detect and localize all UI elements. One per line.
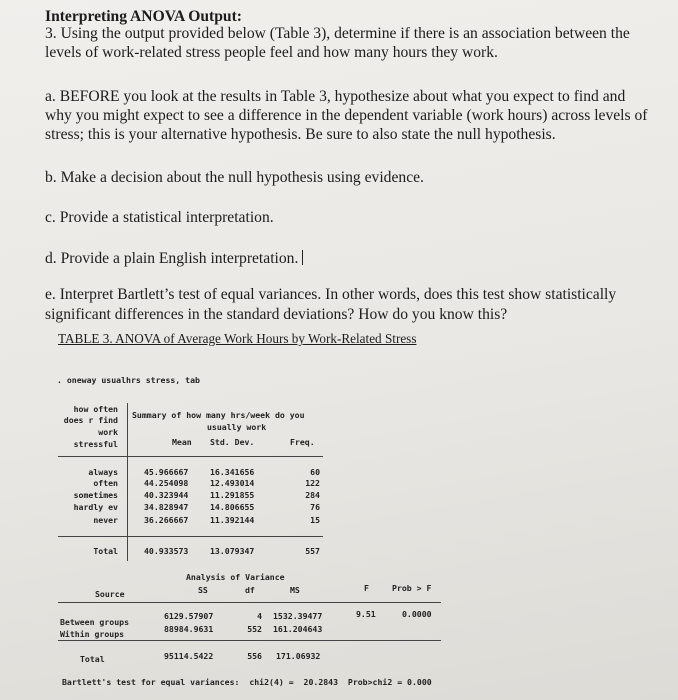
within-ss: 88984.9631	[164, 624, 214, 634]
row-mean: 44.254098	[144, 478, 189, 488]
row-sd: 14.806655	[210, 502, 255, 512]
total-mean: 40.933573	[144, 546, 189, 556]
row-freq: 284	[305, 490, 320, 500]
stata-command: . oneway usualhrs stress, tab	[57, 375, 200, 385]
row-mean: 45.966667	[144, 467, 189, 477]
total-label: Total	[93, 546, 118, 556]
question-a-line-1: a. BEFORE you look at the results in Table 3, hypothesize about what you expect to find and	[45, 88, 626, 105]
text-cursor	[302, 250, 303, 265]
rowvar-label-1: how often	[73, 404, 118, 414]
row-sd: 16.341656	[210, 467, 255, 477]
anova-total-ms: 171.06932	[276, 651, 321, 661]
between-label: Between groups	[60, 617, 130, 627]
anova-total-df: 556	[247, 651, 262, 661]
rowvar-label-4: stressful	[73, 439, 118, 449]
anova-header-source: Source	[95, 589, 125, 599]
question-b: b. Make a decision about the null hypothesis using evidence.	[45, 169, 424, 186]
within-df: 552	[247, 624, 262, 634]
question-3-line-1: 3. Using the output provided below (Table 3), determine if there is an association between the	[45, 25, 630, 42]
row-freq: 76	[310, 502, 320, 512]
row-mean: 34.828947	[144, 502, 189, 512]
row-sd: 11.392144	[210, 515, 255, 525]
row-freq: 60	[310, 467, 320, 477]
row-label: sometimes	[73, 490, 118, 500]
table-header-rule	[58, 456, 323, 457]
row-label: always	[88, 467, 118, 477]
row-mean: 36.266667	[144, 515, 189, 525]
question-a-line-3: stress; this is your alternative hypothesis. Be sure to also state the null hypothesis.	[45, 126, 556, 143]
section-heading: Interpreting ANOVA Output:	[45, 8, 242, 25]
table-vertical-rule	[127, 403, 128, 561]
row-sd: 12.493014	[210, 478, 255, 488]
anova-title: Analysis of Variance	[186, 572, 285, 582]
row-label: never	[93, 515, 118, 525]
anova-header-ms: MS	[290, 585, 300, 595]
rowvar-label-3: work	[98, 427, 118, 437]
row-freq: 15	[310, 515, 320, 525]
anova-total-rule	[58, 640, 441, 641]
table-total-rule	[58, 536, 323, 537]
row-sd: 11.291855	[210, 490, 255, 500]
question-3-line-2: levels of work-related stress people feel and how many hours they work.	[45, 44, 498, 61]
between-ms: 1532.39477	[273, 611, 323, 621]
within-ms: 161.204643	[273, 624, 323, 634]
between-f: 9.51	[356, 609, 376, 619]
anova-total-label: Total	[80, 654, 105, 664]
summary-label-2: usually work	[207, 422, 267, 432]
anova-header-prob: Prob > F	[392, 583, 432, 593]
question-e-line-2: significant differences in the standard deviations? How do you know this?	[45, 306, 508, 323]
question-d-text: d. Provide a plain English interpretation.	[45, 250, 299, 267]
col-header-freq: Freq.	[290, 437, 315, 447]
anova-header-rule	[58, 602, 441, 603]
anova-total-ss: 95114.5422	[164, 651, 214, 661]
within-label: Within groups	[60, 629, 125, 639]
row-mean: 40.323944	[144, 490, 189, 500]
rowvar-label-2: does r find	[63, 415, 118, 425]
anova-header-df: df	[245, 585, 255, 595]
total-freq: 557	[305, 546, 320, 556]
question-e-line-1: e. Interpret Bartlett’s test of equal variances. In other words, does this test show statistically	[45, 286, 617, 303]
anova-header-f: F	[364, 583, 369, 593]
summary-label-1: Summary of how many hrs/week do you	[132, 410, 305, 420]
between-prob: 0.0000	[402, 609, 432, 619]
row-label: often	[93, 478, 118, 488]
between-ss: 6129.57907	[164, 611, 214, 621]
anova-header-ss: SS	[198, 585, 208, 595]
question-a-line-2: why you might expect to see a difference in the dependent variable (work hours) across levels of	[45, 107, 648, 124]
col-header-mean: Mean	[172, 437, 192, 447]
row-label: hardly ev	[73, 502, 118, 512]
question-c: c. Provide a statistical interpretation.	[45, 209, 274, 226]
bartlett-test: Bartlett's test for equal variances: chi2(4) = 20.2843 Prob>chi2 = 0.000	[62, 677, 432, 687]
total-sd: 13.079347	[210, 546, 255, 556]
between-df: 4	[257, 611, 262, 621]
row-freq: 122	[305, 478, 320, 488]
question-d	[45, 249, 303, 269]
col-header-sd: Std. Dev.	[210, 437, 255, 447]
table-title: TABLE 3. ANOVA of Average Work Hours by Work-Related Stress	[58, 331, 417, 346]
